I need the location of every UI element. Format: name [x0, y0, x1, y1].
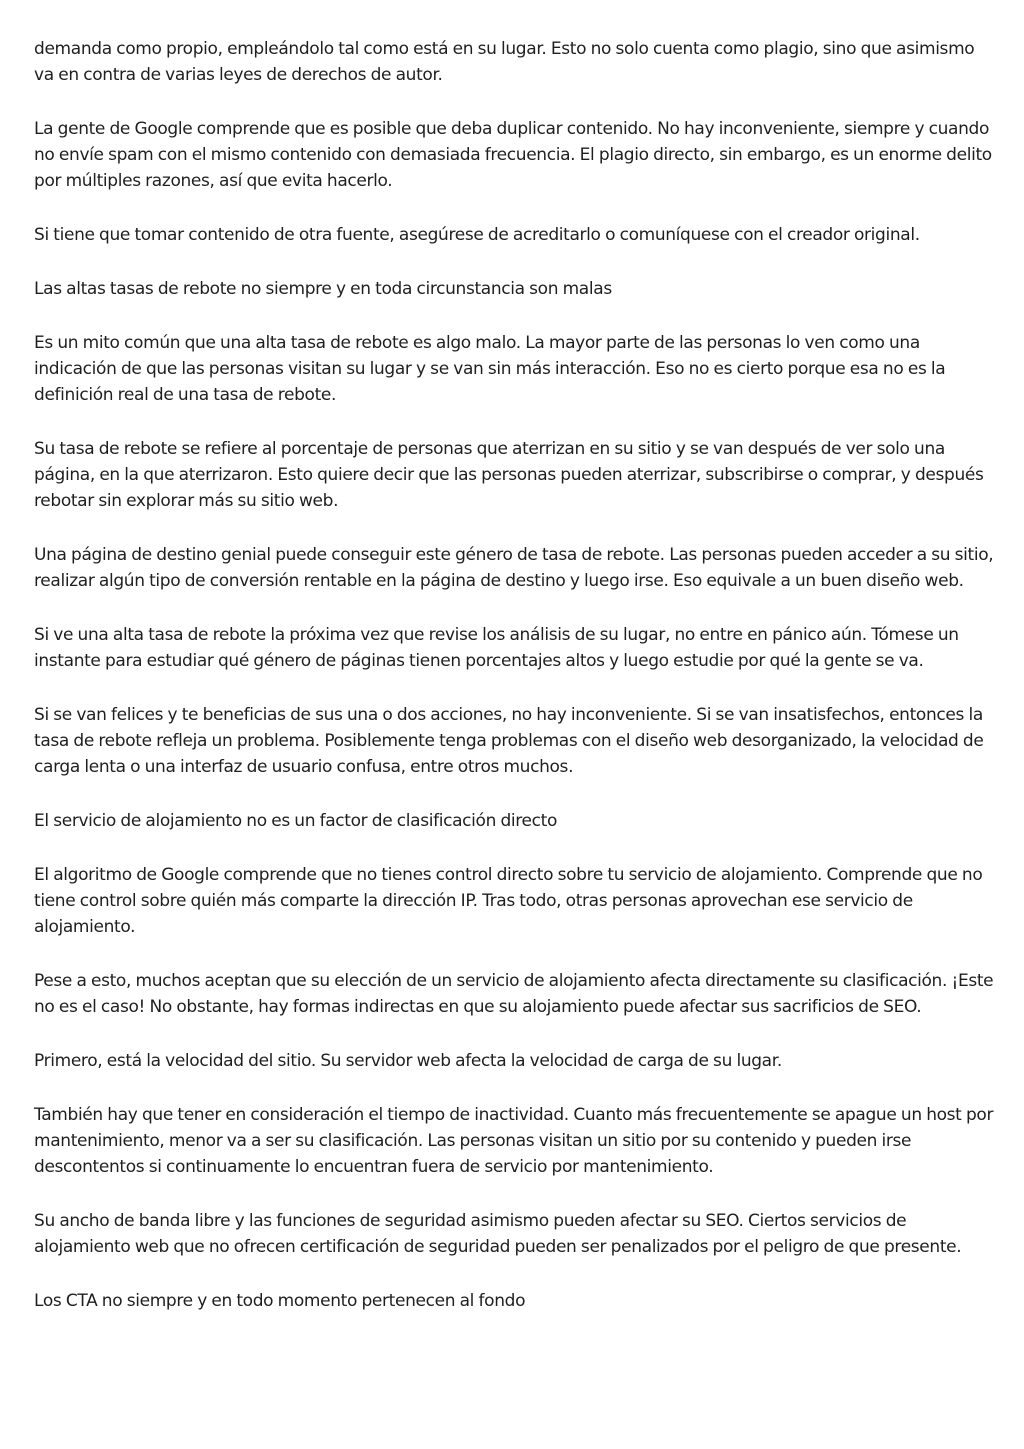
paragraph-hosting-control: El algoritmo de Google comprende que no tienes control directo sobre tu servicio de alojamiento. Comprende que no tiene control sobre quién más comparte la dirección IP. Tras todo, otras personas aprovechan ese servicio de alojamiento. — [34, 865, 983, 937]
heading-hosting: El servicio de alojamiento no es un factor de clasificación directo — [34, 811, 558, 831]
heading-bounce-rates: Las altas tasas de rebote no siempre y en toda circunstancia son malas — [34, 279, 612, 299]
paragraph-credit-source: Si tiene que tomar contenido de otra fuente, asegúrese de acreditarlo o comuníquese con el creador original. — [34, 225, 920, 245]
paragraph-bandwidth-security: Su ancho de banda libre y las funciones de seguridad asimismo pueden afectar su SEO. Ciertos servicios de alojamiento web que no ofrecen certificación de seguridad pueden ser penalizados por el peligro de que presente. — [34, 1211, 962, 1257]
document-page — [34, 36, 994, 1342]
paragraph-high-bounce: Si ve una alta tasa de rebote la próxima vez que revise los análisis de su lugar, no entre en pánico aún. Tómese un instante para estudiar qué género de páginas tienen porcentajes altos y luego estudie por qué la gente se va. — [34, 625, 959, 671]
paragraph-bounce-problem: Si se van felices y te beneficias de sus una o dos acciones, no hay inconveniente. Si se van insatisfechos, entonces la tasa de rebote refleja un problema. Posiblemente tenga problemas con el diseño web desorganizado, la velocidad de carga lenta o una interfaz de usuario confusa, entre otros muchos. — [34, 705, 984, 777]
paragraph-bounce-definition: Su tasa de rebote se refiere al porcentaje de personas que aterrizan en su sitio y se van después de ver solo una página, en la que aterrizaron. Esto quiere decir que las personas pueden aterrizar, subscribirse o comprar, y después rebotar sin explorar más su sitio web. — [34, 439, 984, 511]
paragraph-bounce-myth: Es un mito común que una alta tasa de rebote es algo malo. La mayor parte de las personas lo ven como una indicación de que las personas visitan su lugar y se van sin más interacción. Eso no es cierto porque esa no es la definición real de una tasa de rebote. — [34, 333, 946, 405]
paragraph-landing-page: Una página de destino genial puede conseguir este género de tasa de rebote. Las personas pueden acceder a su sitio, realizar algún tipo de conversión rentable en la página de destino y luego irse. Eso equivale a un buen diseño web. — [34, 545, 994, 591]
heading-cta: Los CTA no siempre y en todo momento pertenecen al fondo — [34, 1291, 526, 1311]
paragraph-downtime: También hay que tener en consideración el tiempo de inactividad. Cuanto más frecuentemente se apague un host por mantenimiento, menor va a ser su clasificación. Las personas visitan un sitio por su contenido y pueden irse descontentos si continuamente lo encuentran fuera de servicio por mantenimiento. — [34, 1105, 994, 1177]
paragraph-plagiarism-end: demanda como propio, empleándolo tal como está en su lugar. Esto no solo cuenta como plagio, sino que asimismo va en contra de varias leyes de derechos de autor. — [34, 39, 975, 85]
paragraph-hosting-indirect: Pese a esto, muchos aceptan que su elección de un servicio de alojamiento afecta directamente su clasificación. ¡Este no es el caso! No obstante, hay formas indirectas en que su alojamiento puede afectar sus sacrificios de SEO. — [34, 971, 994, 1017]
paragraph-duplicate-content: La gente de Google comprende que es posible que deba duplicar contenido. No hay inconveniente, siempre y cuando no envíe spam con el mismo contenido con demasiada frecuencia. El plagio directo, sin embargo, es un enorme delito por múltiples razones, así que evita hacerlo. — [34, 119, 992, 191]
paragraph-site-speed: Primero, está la velocidad del sitio. Su servidor web afecta la velocidad de carga de su lugar. — [34, 1051, 782, 1071]
